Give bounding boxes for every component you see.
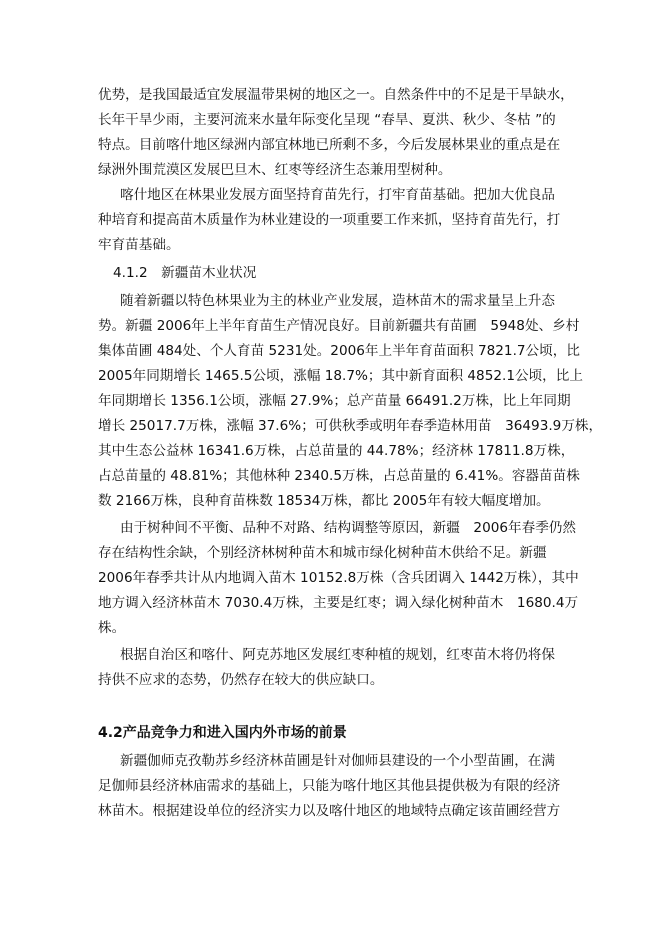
text-line: 牢育苗基础。 [98,237,180,253]
text-line: 存在结构性余缺，个别经济林树种苗木和城市绿化树种苗木供给不足。新疆 [98,545,547,561]
text-line: 喀什地区在林果业发展方面坚持育苗先行，打牢育苗基础。把加大优良品 [120,187,555,203]
text-line: 持供不应求的态势，仍然存在较大的供应缺口。 [98,672,384,688]
text-line: 优势，是我国最适宜发展温带果树的地区之一。自然条件中的不足是干旱缺水， [98,87,574,103]
text-line: 绿洲外围荒漠区发展巴旦木、红枣等经济生态兼用型树种。 [98,162,452,178]
text-line: 林苗木。根据建设单位的经济实力以及喀什地区的地域特点确定该苗圃经营方 [98,803,561,819]
text-line: 势。新疆 2006年上半年育苗生产情况良好。目前新疆共有苗圃 5948处、乡村 [98,318,580,334]
text-line: 特点。目前喀什地区绿洲内部宜林地已所剩不多，今后发展林果业的重点是在 [98,137,561,153]
text-line: 增长 25017.7万株，涨幅 37.6%；可供秋季或明年春季造林用苗 36493.9万株， [98,418,603,434]
text-line: 由于树种间不平衡、品种不对路、结构调整等原因，新疆 2006年春季仍然 [120,520,576,536]
text-line: 年同期增长 1356.1公顷，涨幅 27.9%；总产苗量 66491.2万株，比上年同期 [98,393,571,409]
text-line: 长年干旱少雨，主要河流来水量年际变化呈现 “春旱、夏洪、秋少、冬枯 ”的 [98,112,556,128]
text-line: 根据自治区和喀什、阿克苏地区发展红枣种植的规划，红枣苗木将仍将保 [120,647,555,663]
text-line: 占总苗量的 48.81%；其他林种 2340.5万株，占总苗量的 6.41%。容器苗苗株 [98,468,580,484]
text-line: 足伽师县经济林庙需求的基础上，只能为喀什地区其他县提供极为有限的经济 [98,778,561,794]
text-line: 其中生态公益林 16341.6万株，占总苗量的 44.78%；经济林 17811.8万株， [98,443,575,459]
text-line: 2005年同期增长 1465.5公顷，涨幅 18.7%；其中新育面积 4852.1公顷，比上 [98,368,583,384]
section-heading-4-2: 4.2产品竞争力和进入国内外市场的前景 [98,725,347,741]
text-line: 随着新疆以特色林果业为主的林业产业发展，造林苗木的需求量呈上升态 [120,293,555,309]
section-heading-4-1-2: 4.1.2 新疆苗木业状况 [113,265,257,281]
text-line: 新疆伽师克孜勒苏乡经济林苗圃是针对伽师县建设的一个小型苗圃，在满 [120,753,555,769]
text-line: 地方调入经济林苗木 7030.4万株，主要是红枣；调入绿化树种苗木 1680.4万 [98,595,579,611]
text-line: 集体苗圃 484处、个人育苗 5231处。2006年上半年育苗面积 7821.7公顷，比 [98,343,580,359]
text-line: 株。 [98,620,126,636]
text-line: 2006年春季共计从内地调入苗木 10152.8万株（含兵团调入 1442万株），其中 [98,570,579,586]
text-line: 数 2166万株，良种育苗株数 18534万株，都比 2005年有较大幅度增加。 [98,493,550,509]
text-line: 种培育和提高苗木质量作为林业建设的一项重要工作来抓，坚持育苗先行，打 [98,212,561,228]
